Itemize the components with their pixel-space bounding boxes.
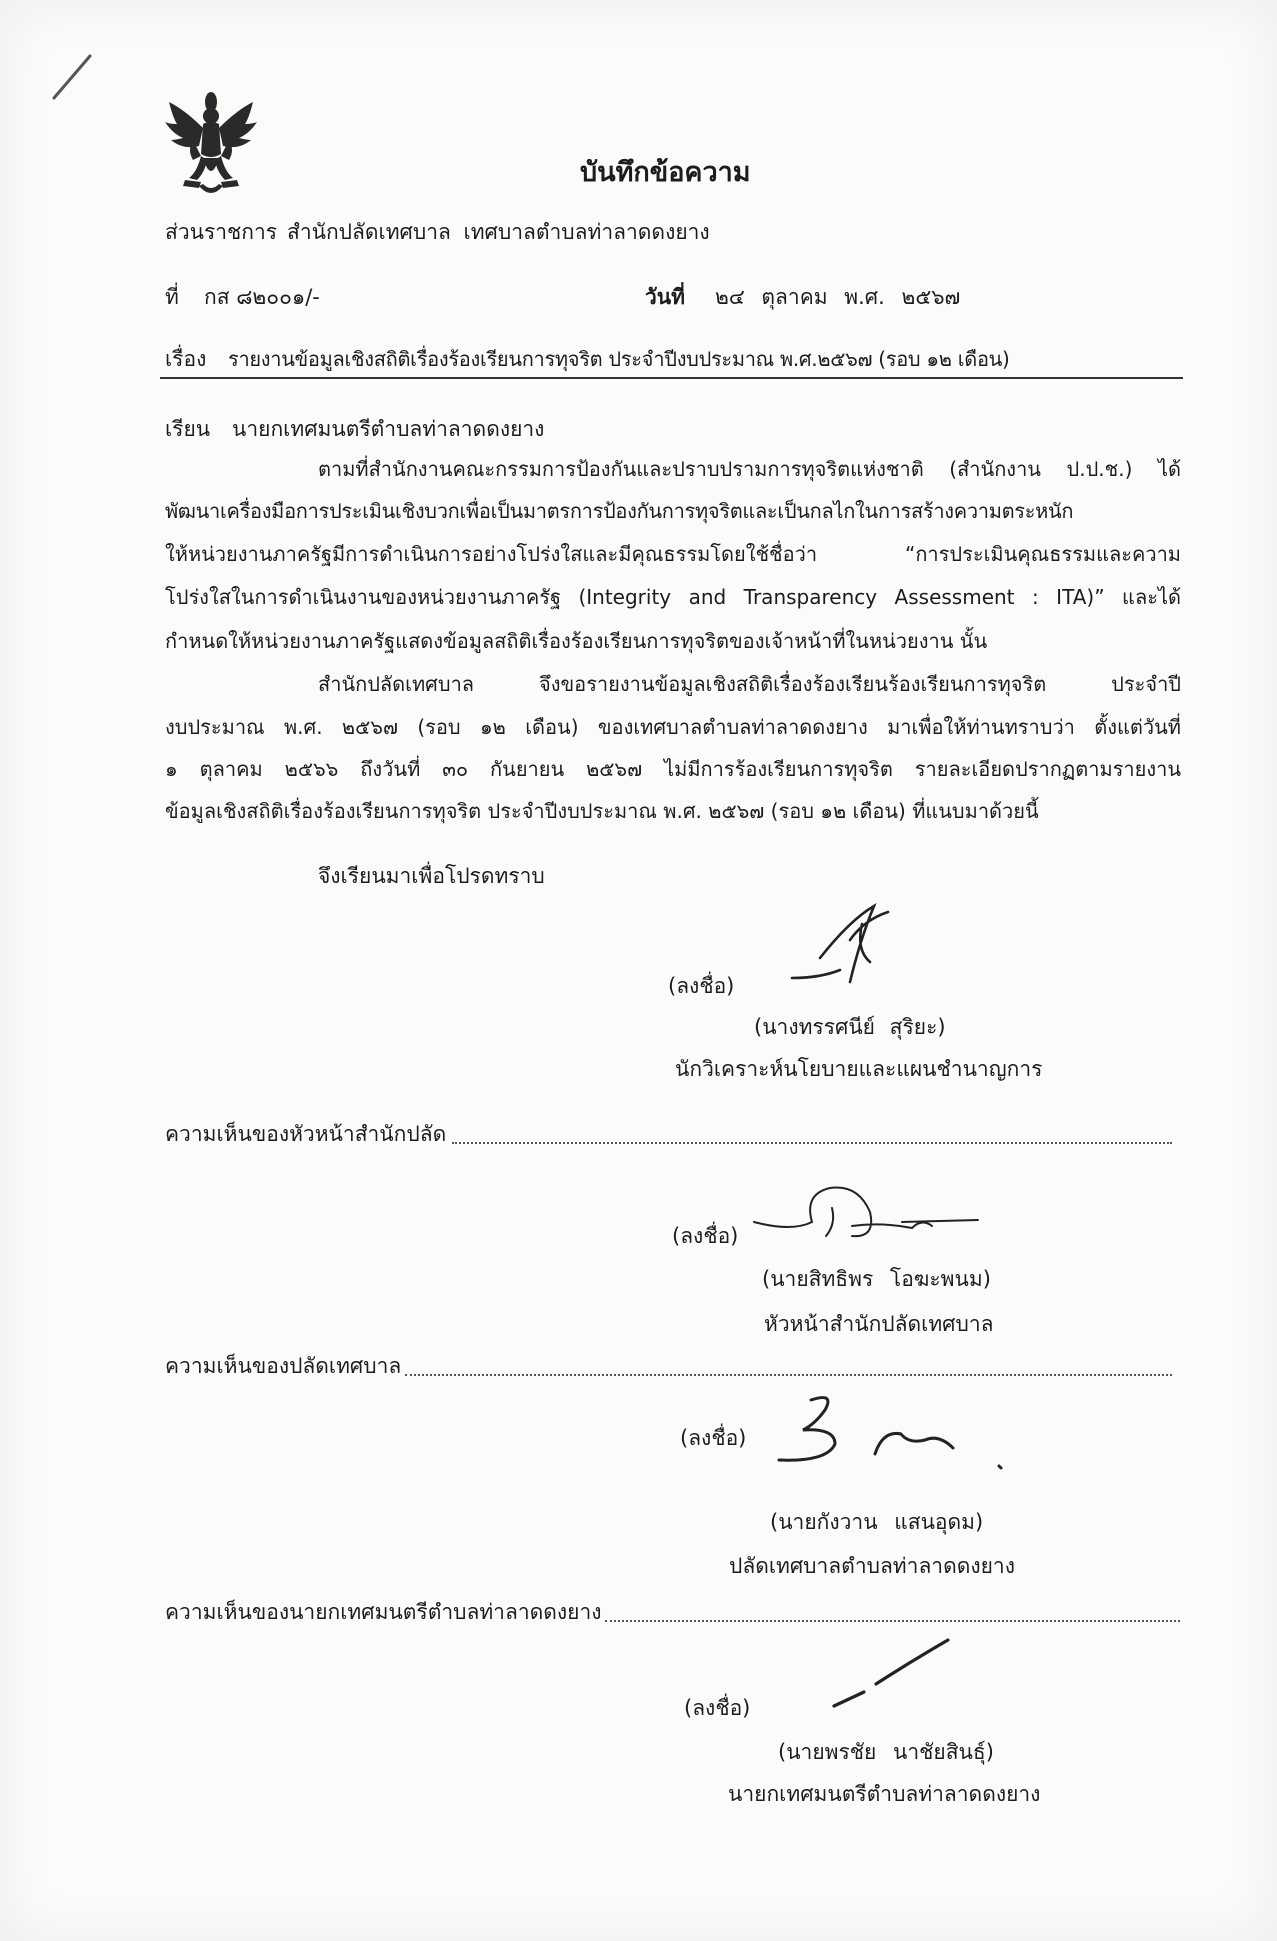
- para1-line: กำหนดให้หน่วยงานภาครัฐแสดงข้อมูลสถิติเรื่องร้องเรียนการทุจริตของเจ้าหน้าที่ในหน่วยงาน นั้น: [165, 629, 988, 653]
- para2-line: งบประมาณ พ.ศ. ๒๕๖๗ (รอบ ๑๒ เดือน) ของเทศบาลตำบลท่าลาดดงยาง มาเพื่อให้ท่านทราบว่า ตั้งแต่วันที่: [165, 715, 1181, 739]
- opinion-head-line: [452, 1142, 1172, 1144]
- pen-mark: [50, 52, 100, 102]
- agency-label: ส่วนราชการ: [165, 220, 278, 244]
- ref-label: ที่: [165, 285, 179, 309]
- para1-line: พัฒนาเครื่องมือการประเมินเชิงบวกเพื่อเป็นมาตรการป้องกันการทุจริตและเป็นกลไกในการสร้างความตระหนัก: [165, 499, 1074, 523]
- subject-label: เรื่อง: [165, 347, 207, 371]
- sign-label: (ลงชื่อ): [668, 974, 735, 998]
- date-label: วันที่: [645, 285, 685, 309]
- opinion-mayor-line: [605, 1620, 1180, 1622]
- to-value: นายกเทศมนตรีตำบลท่าลาดดงยาง: [232, 417, 545, 441]
- signature-1: [790, 900, 900, 995]
- opinion-clerk-label: ความเห็นของปลัดเทศบาล: [165, 1354, 402, 1378]
- para2-line: ข้อมูลเชิงสถิติเรื่องร้องเรียนการทุจริต ประจำปีงบประมาณ พ.ศ. ๒๕๖๗ (รอบ ๑๒ เดือน) ที่แนบมาด้วยนี้: [165, 799, 1039, 823]
- para1-line: โปร่งใสในการดำเนินงานของหน่วยงานภาครัฐ (Integrity and Transparency Assessment : ITA)” และได้: [165, 585, 1181, 609]
- document-title: บันทึกข้อความ: [580, 157, 751, 188]
- closing-text: จึงเรียนมาเพื่อโปรดทราบ: [318, 864, 545, 888]
- signer-3-name: (นายกังวาน แสนอุดม): [770, 1510, 984, 1534]
- para2-line: สำนักปลัดเทศบาล จึงขอรายงานข้อมูลเชิงสถิติเรื่องร้องเรียนร้องเรียนการทุจริต ประจำปี: [318, 672, 1181, 696]
- signature-3: [775, 1390, 1015, 1475]
- opinion-mayor-label: ความเห็นของนายกเทศมนตรีตำบลท่าลาดดงยาง: [165, 1600, 602, 1624]
- to-label: เรียน: [165, 417, 211, 441]
- ref-value: กส ๘๒๐๐๑/-: [204, 285, 320, 309]
- sign-label: (ลงชื่อ): [672, 1224, 739, 1248]
- para2-line: ๑ ตุลาคม ๒๕๖๖ ถึงวันที่ ๓๐ กันยายน ๒๕๖๗ ไม่มีการร้องเรียนการทุจริต รายละเอียดปรากฏตามรายงาน: [165, 757, 1181, 781]
- date-value: ๒๔ ตุลาคม พ.ศ. ๒๕๖๗: [715, 285, 961, 309]
- opinion-head-label: ความเห็นของหัวหน้าสำนักปลัด: [165, 1122, 447, 1146]
- signer-2-name: (นายสิทธิพร โอฆะพนม): [762, 1267, 991, 1291]
- agency-value: สำนักปลัดเทศบาล เทศบาลตำบลท่าลาดดงยาง: [287, 220, 710, 244]
- signer-3-position: ปลัดเทศบาลตำบลท่าลาดดงยาง: [729, 1554, 1015, 1578]
- signer-4-name: (นายพรชัย นาชัยสินธุ์): [778, 1740, 994, 1764]
- signature-4: [830, 1636, 950, 1716]
- signer-4-position: นายกเทศมนตรีตำบลท่าลาดดงยาง: [728, 1782, 1041, 1806]
- opinion-clerk-line: [405, 1374, 1172, 1376]
- subject-value: รายงานข้อมูลเชิงสถิติเรื่องร้องเรียนการทุจริต ประจำปีงบประมาณ พ.ศ.๒๕๖๗ (รอบ ๑๒ เดือน): [228, 347, 1010, 371]
- signer-1-name: (นางทรรศนีย์ สุริยะ): [754, 1015, 946, 1039]
- signature-2: [752, 1178, 982, 1248]
- para1-line: ให้หน่วยงานภาครัฐมีการดำเนินการอย่างโปร่งใสและมีคุณธรรมโดยใช้ชื่อว่า “การประเมินคุณธรรมและความ: [165, 542, 1181, 566]
- sign-label: (ลงชื่อ): [684, 1696, 751, 1720]
- header-rule: [160, 377, 1183, 379]
- signer-1-position: นักวิเคราะห์นโยบายและแผนชำนาญการ: [675, 1057, 1043, 1081]
- sign-label: (ลงชื่อ): [680, 1426, 747, 1450]
- garuda-emblem-icon: [163, 88, 259, 200]
- signer-2-position: หัวหน้าสำนักปลัดเทศบาล: [764, 1312, 994, 1336]
- para1-line: ตามที่สำนักงานคณะกรรมการป้องกันและปราบปรามการทุจริตแห่งชาติ (สำนักงาน ป.ป.ช.) ได้: [318, 457, 1181, 481]
